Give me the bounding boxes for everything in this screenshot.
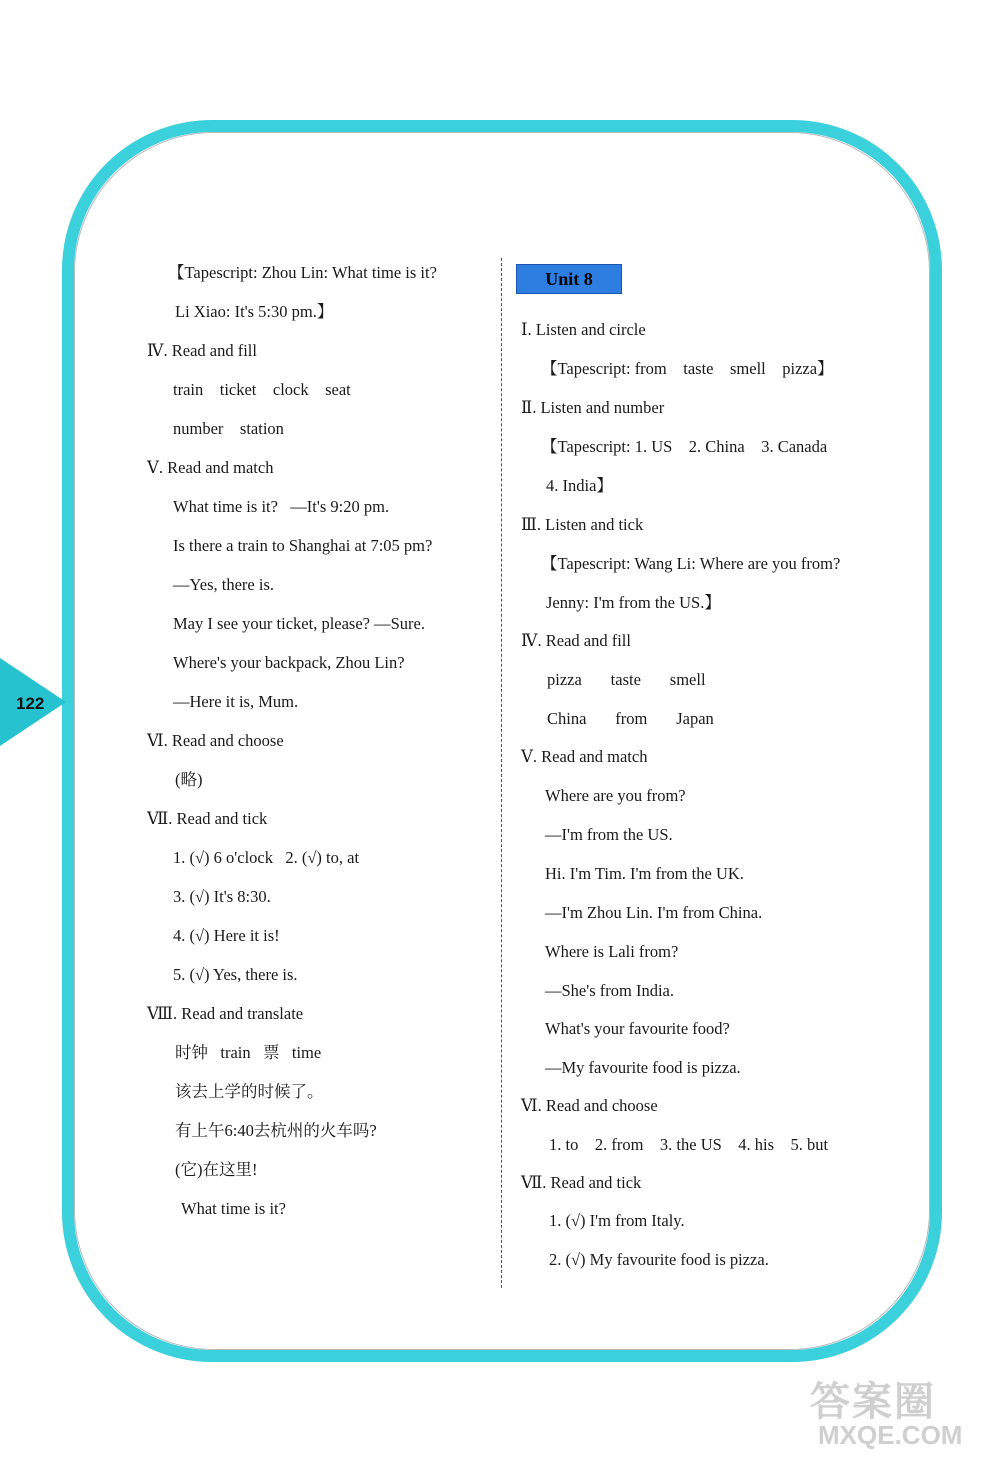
answer-line: number station [173, 419, 284, 438]
answer-line: Hi. I'm Tim. I'm from the UK. [545, 864, 744, 883]
section-heading: Ⅳ. Read and fill [147, 341, 257, 360]
answer-line: 5. (√) Yes, there is. [173, 965, 298, 984]
answer-line: (它)在这里! [175, 1160, 258, 1179]
page-number: 122 [16, 694, 45, 713]
section-heading: Ⅴ. Read and match [147, 458, 274, 477]
answer-line: 有上午6:40去杭州的火车吗? [175, 1121, 377, 1140]
section-heading: Ⅵ. Read and choose [521, 1096, 658, 1115]
answer-line: 该去上学的时候了。 [175, 1082, 324, 1101]
answer-line: Where is Lali from? [545, 942, 679, 961]
answer-line: 4. (√) Here it is! [173, 926, 280, 945]
answer-line: China from Japan [547, 709, 714, 728]
section-heading: Ⅵ. Read and choose [147, 731, 284, 750]
answer-line: 【Tapescript: from taste smell pizza】 [541, 359, 834, 378]
answer-line: 1. (√) I'm from Italy. [549, 1211, 685, 1230]
answer-line: Li Xiao: It's 5:30 pm.】 [175, 302, 334, 321]
answer-line: train ticket clock seat [173, 380, 351, 399]
section-heading: Ⅶ. Read and tick [147, 809, 268, 828]
answer-line: 3. (√) It's 8:30. [173, 887, 271, 906]
answer-line: 时钟 train 票 time [175, 1043, 322, 1062]
answer-line: Jenny: I'm from the US.】 [546, 593, 721, 612]
answer-line: —I'm from the US. [545, 825, 673, 844]
answer-line: 【Tapescript: Wang Li: Where are you from? [541, 554, 841, 573]
answer-line: —Here it is, Mum. [173, 692, 299, 711]
answer-line: What time is it? —It's 9:20 pm. [173, 497, 390, 516]
answer-line: Where are you from? [545, 786, 686, 805]
section-heading: Ⅶ. Read and tick [521, 1173, 642, 1192]
answer-line: 4. India】 [546, 476, 613, 495]
watermark-url: MXQE.COM [818, 1420, 963, 1450]
column-divider [501, 258, 502, 1288]
answer-line: Where's your backpack, Zhou Lin? [173, 653, 405, 672]
answer-line: Is there a train to Shanghai at 7:05 pm? [173, 536, 433, 555]
section-heading: Ⅴ. Read and match [521, 747, 648, 766]
section-heading: Ⅷ. Read and translate [147, 1004, 304, 1023]
answer-line: —I'm Zhou Lin. I'm from China. [545, 903, 763, 922]
answer-line: May I see your ticket, please? —Sure. [173, 614, 425, 633]
answer-line: —She's from India. [545, 981, 674, 1000]
answer-line: What time is it? [181, 1199, 286, 1218]
section-heading: Ⅱ. Listen and number [521, 398, 665, 417]
answer-line: pizza taste smell [547, 670, 706, 689]
watermark-logo: 答案圈 [810, 1379, 936, 1425]
answer-line: —Yes, there is. [173, 575, 274, 594]
answer-line: What's your favourite food? [545, 1019, 730, 1038]
answer-line: 1. to 2. from 3. the US 4. his 5. but [549, 1135, 829, 1154]
section-heading: Ⅰ. Listen and circle [521, 320, 646, 339]
answer-line: 【Tapescript: 1. US 2. China 3. Canada [541, 437, 828, 456]
answer-line: 【Tapescript: Zhou Lin: What time is it? [168, 263, 437, 282]
answer-line: 1. (√) 6 o'clock 2. (√) to, at [173, 848, 360, 867]
section-heading: Ⅲ. Listen and tick [521, 515, 644, 534]
unit-title: Unit 8 [516, 264, 622, 294]
section-heading: Ⅳ. Read and fill [521, 631, 631, 650]
answer-line: —My favourite food is pizza. [545, 1058, 741, 1077]
answer-line: (略) [175, 770, 203, 789]
answer-line: 2. (√) My favourite food is pizza. [549, 1250, 769, 1269]
